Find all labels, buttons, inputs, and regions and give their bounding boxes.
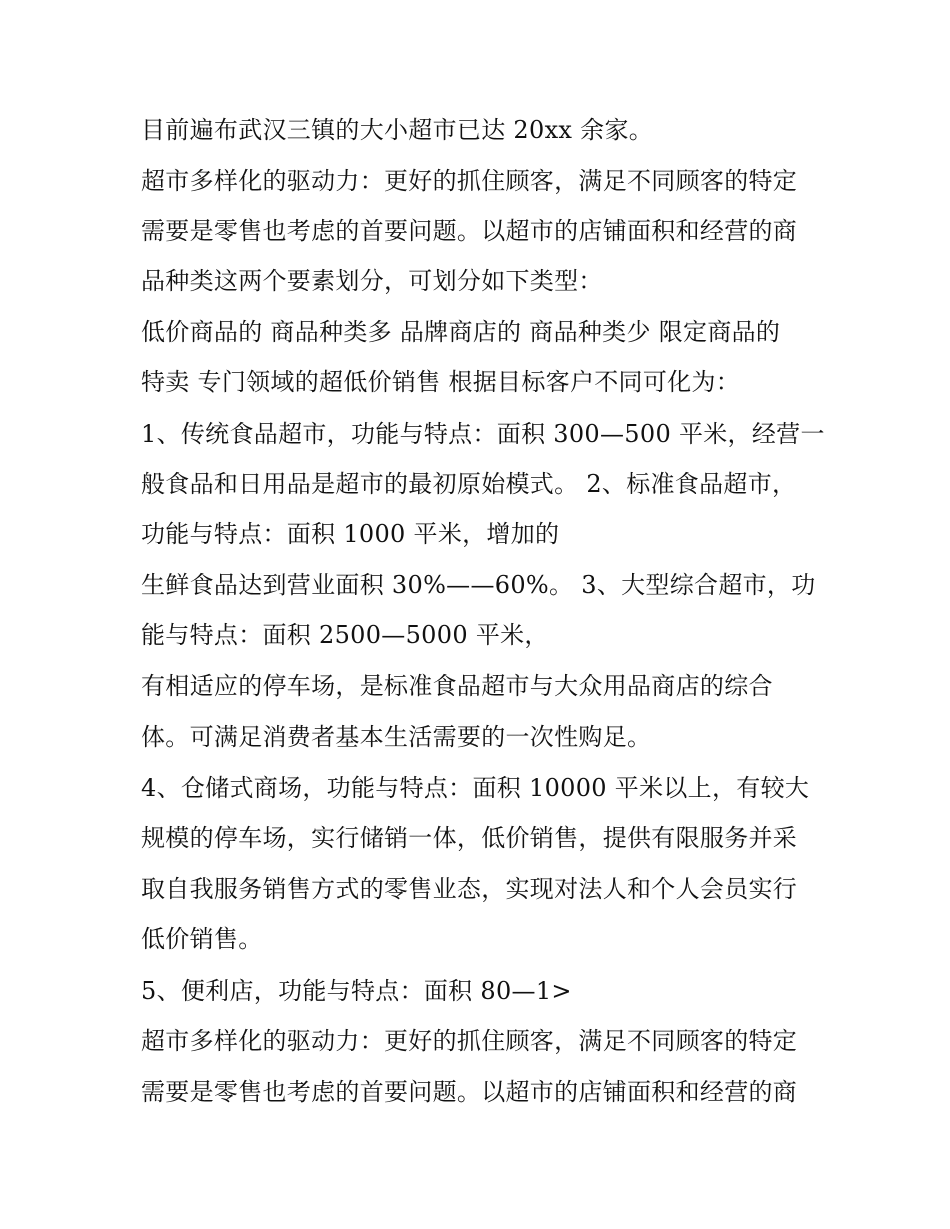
- text-line: 目前遍布武汉三镇的大小超市已达 20xx 余家。: [141, 116, 654, 144]
- text-line: 规模的停车场，实行储销一体，低价销售，提供有限服务并采: [141, 824, 798, 852]
- text-line: 功能与特点：面积 1000 平米，增加的: [141, 520, 560, 548]
- text-line: 1、传统食品超市，功能与特点：面积 300—500 平米，经营一: [141, 420, 825, 448]
- text-line: 需要是零售也考虑的首要问题。以超市的店铺面积和经营的商: [141, 1078, 798, 1106]
- text-line: 特卖 专门领域的超低价销售 根据目标客户不同可化为：: [141, 368, 741, 396]
- text-line: 超市多样化的驱动力：更好的抓住顾客，满足不同顾客的特定: [141, 167, 798, 195]
- text-line: 体。可满足消费者基本生活需要的一次性购足。: [141, 723, 652, 751]
- text-line: 生鲜食品达到营业面积 30%——60%。 3、大型综合超市，功: [141, 571, 816, 599]
- text-line: 有相适应的停车场，是标准食品超市与大众用品商店的综合: [141, 672, 773, 700]
- text-line: 品种类这两个要素划分，可划分如下类型：: [141, 267, 603, 295]
- text-line: 5、便利店，功能与特点：面积 80—1>: [141, 977, 572, 1005]
- text-line: 般食品和日用品是超市的最初原始模式。 2、标准食品超市，: [141, 470, 797, 498]
- text-line: 4、仓储式商场，功能与特点：面积 10000 平米以上，有较大: [141, 774, 810, 802]
- text-line: 取自我服务销售方式的零售业态，实现对法人和个人会员实行: [141, 875, 798, 903]
- text-line: 需要是零售也考虑的首要问题。以超市的店铺面积和经营的商: [141, 217, 798, 245]
- text-line: 低价商品的 商品种类多 品牌商店的 商品种类少 限定商品的: [141, 318, 781, 346]
- text-line: 能与特点：面积 2500—5000 平米，: [141, 621, 549, 649]
- text-line: 超市多样化的驱动力：更好的抓住顾客，满足不同顾客的特定: [141, 1027, 798, 1055]
- text-line: 低价销售。: [141, 925, 263, 953]
